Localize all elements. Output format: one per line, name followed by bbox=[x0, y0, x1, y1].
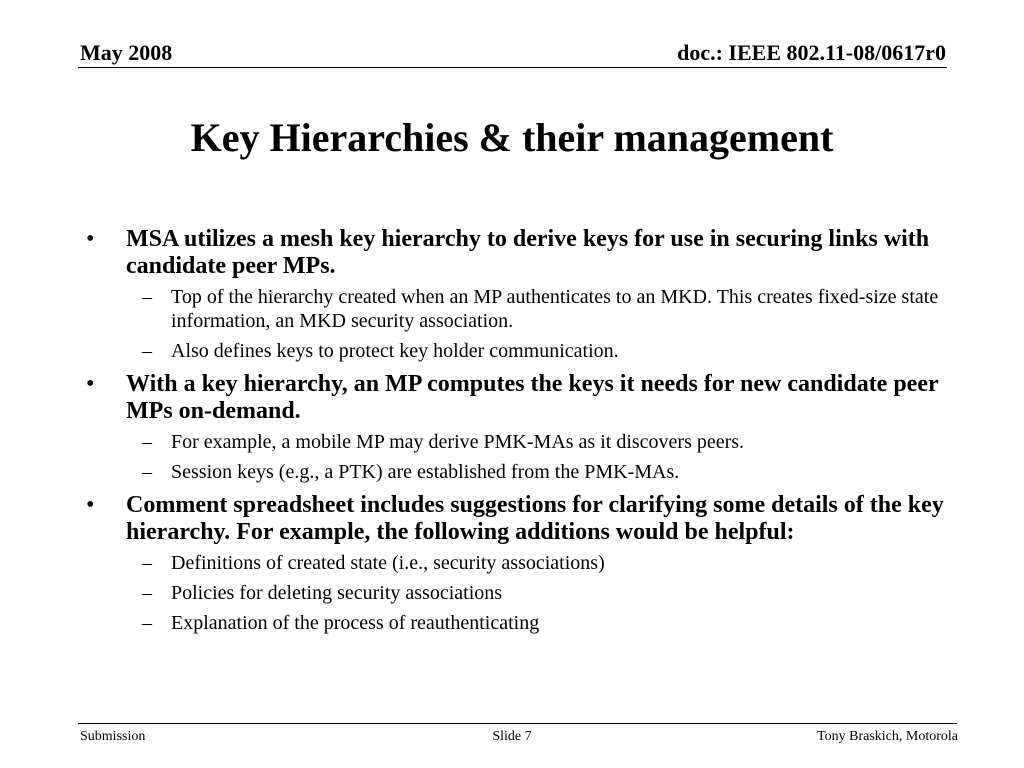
footer-slide-number: Slide 7 bbox=[492, 729, 532, 744]
sub-bullet-item bbox=[126, 551, 946, 575]
sub-bullet-item bbox=[126, 460, 946, 484]
dash-icon: – bbox=[142, 461, 152, 483]
footer-submission: Submission bbox=[80, 729, 146, 744]
header-doc-id: doc.: IEEE 802.11-08/0617r0 bbox=[677, 40, 946, 65]
dash-icon: – bbox=[142, 431, 152, 453]
sub-bullet-item bbox=[126, 339, 946, 363]
sub-bullet-text: Explanation of the process of reauthenticating bbox=[171, 612, 540, 634]
sub-bullet-item bbox=[126, 611, 946, 635]
sub-bullet-text: Session keys (e.g., a PTK) are established from the PMK-MAs. bbox=[171, 461, 680, 483]
footer-author: Tony Braskich, Motorola bbox=[817, 729, 958, 744]
bullet-item bbox=[86, 492, 946, 635]
bullet-text: Comment spreadsheet includes suggestions for clarifying some details of the key hierarchy. For example, the following additions would be helpful: bbox=[126, 492, 944, 545]
dash-icon: – bbox=[142, 340, 152, 362]
sub-bullet-item bbox=[126, 430, 946, 454]
sub-bullet-list bbox=[126, 551, 946, 635]
sub-bullet-text: For example, a mobile MP may derive PMK-MAs as it discovers peers. bbox=[171, 431, 745, 453]
sub-bullet-item bbox=[126, 285, 946, 333]
sub-bullet-item bbox=[126, 581, 946, 605]
dash-icon: – bbox=[142, 612, 152, 634]
sub-bullet-text: Top of the hierarchy created when an MP authenticates to an MKD. This creates fixed-size state information, an MKD security association. bbox=[171, 286, 939, 332]
bullet-text: With a key hierarchy, an MP computes the keys it needs for new candidate peer MPs on-demand. bbox=[126, 371, 939, 424]
header-date: May 2008 bbox=[80, 40, 173, 65]
bullet-icon: • bbox=[86, 492, 95, 518]
sub-bullet-text: Also defines keys to protect key holder communication. bbox=[171, 340, 619, 362]
bullet-icon: • bbox=[86, 226, 95, 252]
sub-bullet-list bbox=[126, 430, 946, 484]
sub-bullet-text: Definitions of created state (i.e., security associations) bbox=[171, 552, 605, 574]
footer-divider bbox=[78, 723, 957, 724]
header-divider bbox=[78, 67, 947, 68]
slide-title: Key Hierarchies & their management bbox=[190, 115, 834, 160]
bullet-text: MSA utilizes a mesh key hierarchy to derive keys for use in securing links with candidate peer MPs. bbox=[126, 226, 930, 279]
sub-bullet-text: Policies for deleting security associations bbox=[171, 582, 503, 604]
bullet-item bbox=[86, 371, 946, 484]
bullet-icon: • bbox=[86, 371, 95, 397]
dash-icon: – bbox=[142, 582, 152, 604]
bullet-item bbox=[86, 226, 946, 363]
dash-icon: – bbox=[142, 552, 152, 574]
bullet-list bbox=[86, 226, 946, 643]
sub-bullet-list bbox=[126, 285, 946, 363]
dash-icon: – bbox=[142, 286, 152, 308]
